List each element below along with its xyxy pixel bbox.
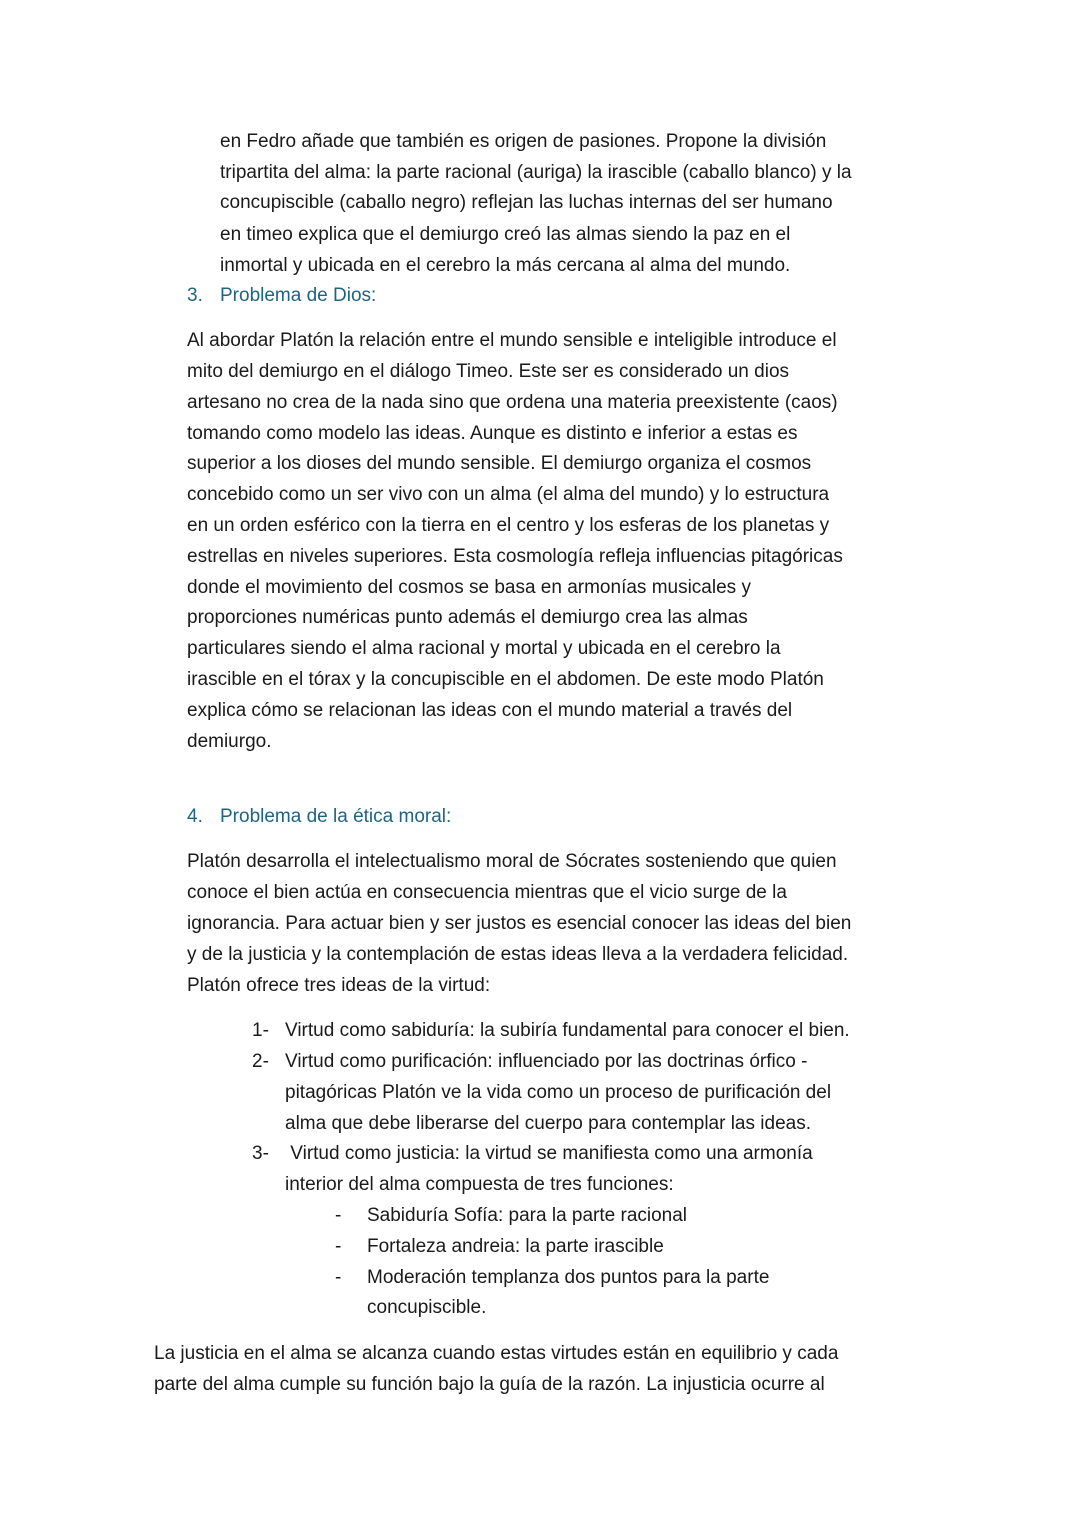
- list-item-line: interior del alma compuesta de tres funciones:: [285, 1174, 674, 1195]
- bullet-dash: -: [335, 1267, 342, 1288]
- list-item-line: Virtud como sabiduría: la subiría fundamental para conocer el bien.: [285, 1020, 850, 1041]
- list-item-line: alma que debe liberarse del cuerpo para contemplar las ideas.: [285, 1113, 811, 1134]
- sublist-item-line: concupiscible.: [367, 1297, 487, 1318]
- list-marker: 2-: [252, 1051, 269, 1072]
- list-item-line: Virtud como purificación: influenciado por las doctrinas órfico -: [285, 1051, 808, 1072]
- paragraph-line: demiurgo.: [187, 731, 272, 752]
- paragraph-line: Al abordar Platón la relación entre el mundo sensible e inteligible introduce el: [187, 330, 837, 351]
- paragraph-line: ignorancia. Para actuar bien y ser justos es esencial conocer las ideas del bien: [187, 913, 852, 934]
- sublist-item-line: Sabiduría Sofía: para la parte racional: [367, 1205, 688, 1226]
- paragraph-line: La justicia en el alma se alcanza cuando estas virtudes están en equilibrio y cada: [154, 1343, 839, 1364]
- paragraph-line: y de la justicia y la contemplación de estas ideas lleva a la verdadera felicidad.: [187, 944, 849, 965]
- section-number: 3.: [187, 285, 203, 306]
- paragraph-line: Platón ofrece tres ideas de la virtud:: [187, 975, 491, 996]
- paragraph-line: particulares siendo el alma racional y mortal y ubicada en el cerebro la: [187, 638, 781, 659]
- section-number: 4.: [187, 806, 203, 827]
- paragraph-line: tomando como modelo las ideas. Aunque es distinto e inferior a estas es: [187, 423, 798, 444]
- paragraph-line: irascible en el tórax y la concupiscible en el abdomen. De este modo Platón: [187, 669, 824, 690]
- paragraph-line: explica cómo se relacionan las ideas con el mundo material a través del: [187, 700, 793, 721]
- paragraph-line: estrellas en niveles superiores. Esta cosmología refleja influencias pitagóricas: [187, 546, 843, 567]
- paragraph-line: en un orden esférico con la tierra en el centro y los esferas de los planetas y: [187, 515, 830, 536]
- paragraph-line: donde el movimiento del cosmos se basa en armonías musicales y: [187, 577, 751, 598]
- paragraph-line: parte del alma cumple su función bajo la guía de la razón. La injusticia ocurre al: [154, 1374, 825, 1395]
- section-heading: Problema de Dios:: [220, 285, 377, 306]
- paragraph-line: en Fedro añade que también es origen de pasiones. Propone la división: [220, 131, 827, 152]
- list-item-line: pitagóricas Platón ve la vida como un proceso de purificación del: [285, 1082, 832, 1103]
- list-marker: 3-: [252, 1143, 269, 1164]
- bullet-dash: -: [335, 1236, 342, 1257]
- list-item-line: Virtud como justicia: la virtud se manifiesta como una armonía: [285, 1143, 813, 1164]
- paragraph-line: Platón desarrolla el intelectualismo moral de Sócrates sosteniendo que quien: [187, 851, 837, 872]
- paragraph-line: mito del demiurgo en el diálogo Timeo. Este ser es considerado un dios: [187, 361, 790, 382]
- paragraph-line: tripartita del alma: la parte racional (auriga) la irascible (caballo blanco) y la: [220, 162, 852, 183]
- paragraph-line: superior a los dioses del mundo sensible. El demiurgo organiza el cosmos: [187, 453, 812, 474]
- sublist-item-line: Fortaleza andreia: la parte irascible: [367, 1236, 664, 1257]
- paragraph-line: proporciones numéricas punto además el demiurgo crea las almas: [187, 607, 748, 628]
- paragraph-line: concupiscible (caballo negro) reflejan las luchas internas del ser humano: [220, 192, 833, 213]
- paragraph-line: artesano no crea de la nada sino que ordena una materia preexistente (caos): [187, 392, 838, 413]
- bullet-dash: -: [335, 1205, 342, 1226]
- paragraph-line: en timeo explica que el demiurgo creó las almas siendo la paz en el: [220, 224, 791, 245]
- sublist-item-line: Moderación templanza dos puntos para la parte: [367, 1267, 770, 1288]
- paragraph-line: conoce el bien actúa en consecuencia mientras que el vicio surge de la: [187, 882, 787, 903]
- section-heading: Problema de la ética moral:: [220, 806, 452, 827]
- list-marker: 1-: [252, 1020, 269, 1041]
- paragraph-line: concebido como un ser vivo con un alma (el alma del mundo) y lo estructura: [187, 484, 830, 505]
- paragraph-line: inmortal y ubicada en el cerebro la más cercana al alma del mundo.: [220, 255, 791, 276]
